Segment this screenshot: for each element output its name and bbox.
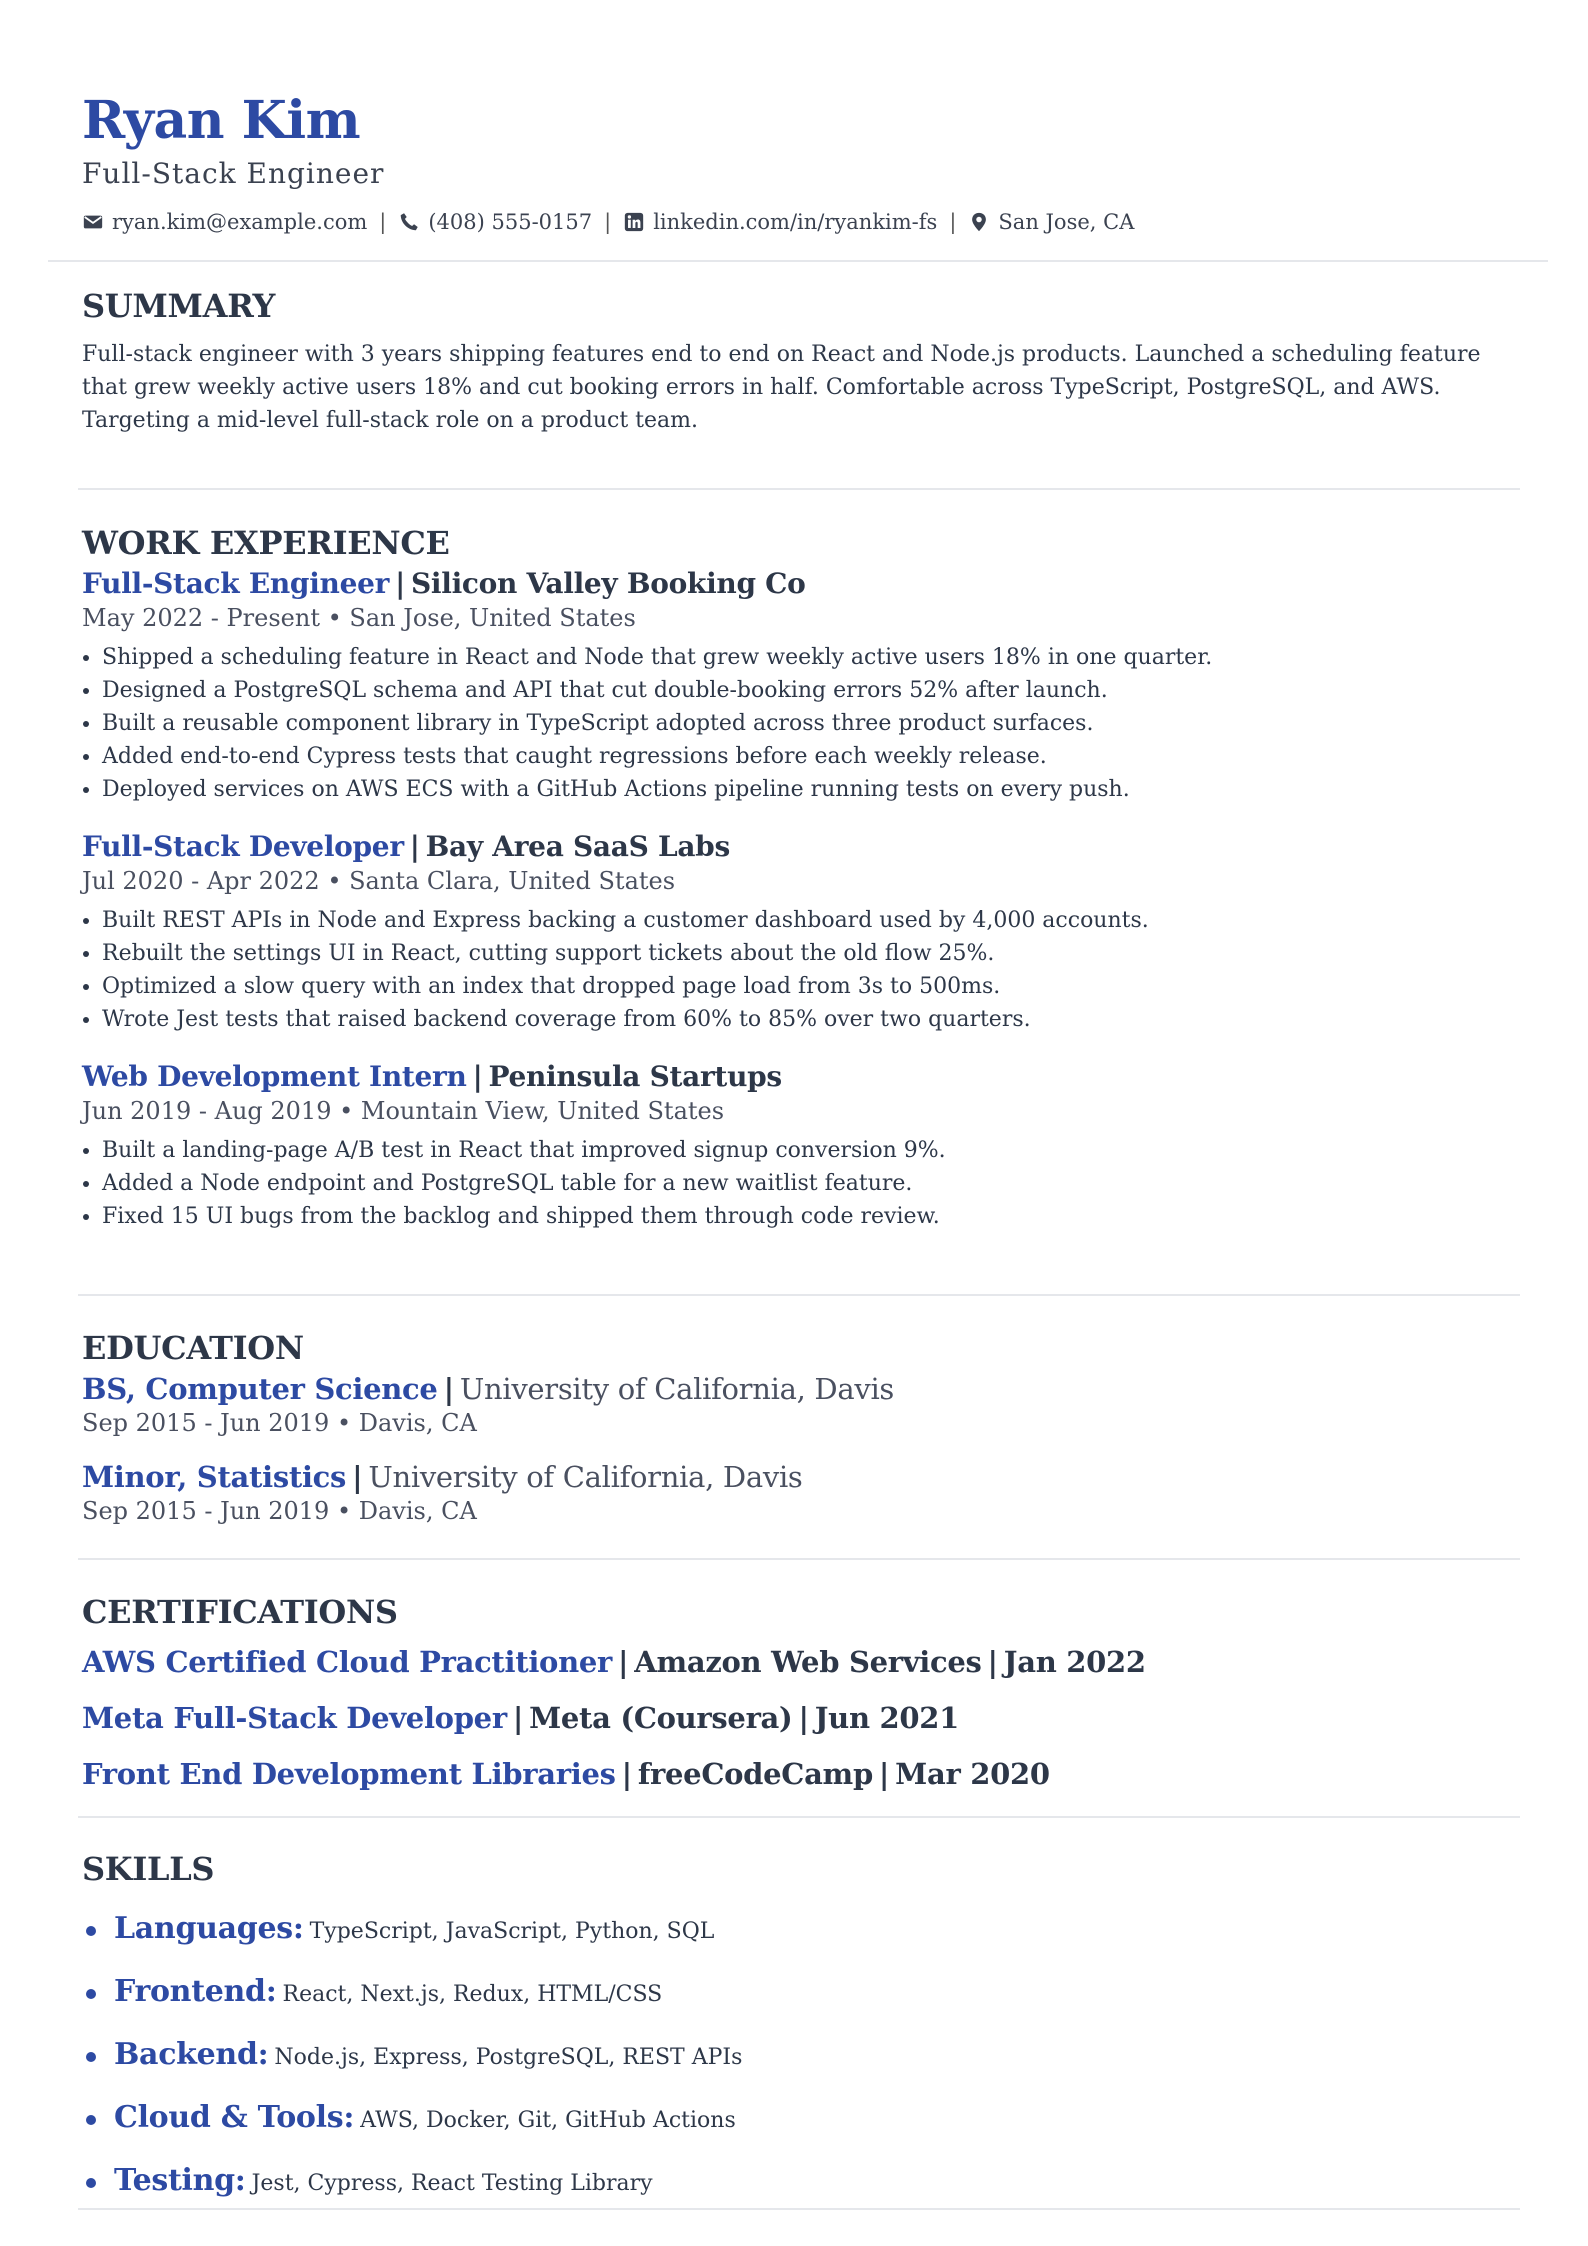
skill-values: AWS, Docker, Git, GitHub Actions — [360, 2108, 736, 2133]
skill-values: Node.js, Express, PostgreSQL, REST APIs — [274, 2045, 743, 2070]
job-heading — [82, 565, 1520, 603]
job-bullets — [82, 641, 1520, 806]
list-item: • Fixed 15 UI bugs from the backlog and shipped them through code review. — [102, 1200, 1520, 1233]
list-item — [114, 2151, 1520, 2214]
list-item: • Added a Node endpoint and PostgreSQL table for a new waitlist feature. — [102, 1167, 1520, 1200]
contact-email[interactable] — [82, 210, 367, 234]
certifications-section — [82, 1590, 1520, 1802]
candidate-role: Full-Stack Engineer — [82, 157, 385, 190]
section-title: SUMMARY — [82, 287, 276, 325]
list-item: • Rebuilt the settings UI in React, cutting support tickets about the old flow 25%. — [102, 937, 1520, 970]
linkedin-text: linkedin.com/in/ryankim-fs — [653, 210, 938, 234]
list-item: • Optimized a slow query with an index that dropped page load from 3s to 500ms. — [102, 970, 1520, 1003]
map-pin-icon — [968, 211, 990, 233]
skills-section — [82, 1847, 1520, 2214]
pipe-separator: | — [621, 1757, 632, 1791]
summary-section — [82, 284, 1520, 437]
summary-text: Full-stack engineer with 3 years shipping features end to end on React and Node.js products. Launched a scheduling feature that grew weekly active users 18% and cut booking errors in half. Comfortable across TypeScript, PostgreSQL, and AWS. Targeting a mid-level full-stack role on a product team. — [82, 342, 1481, 433]
linkedin-icon — [623, 211, 645, 233]
certification-entry — [82, 1634, 1520, 1690]
education-heading — [82, 1458, 1520, 1496]
certification-date: Jan 2022 — [1003, 1645, 1146, 1679]
header-divider — [48, 260, 1548, 262]
list-item — [114, 1899, 1520, 1962]
job-meta: Jul 2020 - Apr 2022 • Santa Clara, United States — [82, 867, 676, 895]
skill-category: Cloud & Tools: — [114, 2100, 355, 2135]
certification-issuer: Meta (Coursera) — [529, 1701, 793, 1735]
skill-category: Languages: — [114, 1911, 304, 1946]
job-heading — [82, 828, 1520, 866]
list-item: • Designed a PostgreSQL schema and API that cut double-booking errors 52% after launch. — [102, 674, 1520, 707]
pipe-separator: | — [798, 1701, 809, 1735]
email-text: ryan.kim@example.com — [112, 210, 368, 234]
contact-linkedin[interactable] — [623, 210, 937, 234]
contact-separator: | — [949, 210, 957, 234]
section-divider — [78, 1294, 1520, 1296]
education-degree: BS, Computer Science — [82, 1372, 438, 1406]
pipe-separator: | — [987, 1645, 998, 1679]
job-company: Bay Area SaaS Labs — [425, 830, 730, 863]
section-divider — [78, 488, 1520, 490]
list-item — [114, 1962, 1520, 2025]
contact-bar — [82, 206, 1134, 238]
certification-name: Front End Development Libraries — [82, 1757, 616, 1791]
skills-list — [82, 1899, 1520, 2214]
certification-date: Jun 2021 — [814, 1701, 960, 1735]
job-company: Silicon Valley Booking Co — [410, 567, 806, 600]
list-item: • Wrote Jest tests that raised backend coverage from 60% to 85% over two quarters. — [102, 1003, 1520, 1036]
certification-name: Meta Full-Stack Developer — [82, 1701, 507, 1735]
list-item: • Added end-to-end Cypress tests that caught regressions before each weekly release. — [102, 740, 1520, 773]
pipe-separator: | — [878, 1757, 890, 1791]
resume-header — [82, 88, 1134, 238]
skill-values: React, Next.js, Redux, HTML/CSS — [282, 1982, 663, 2007]
section-divider — [78, 1816, 1520, 1818]
job-company: Peninsula Startups — [488, 1060, 782, 1093]
job-entry — [82, 828, 1520, 1036]
education-school: University of California, Davis — [459, 1372, 894, 1406]
skill-category: Testing: — [114, 2163, 246, 2198]
skill-category: Frontend: — [114, 1974, 277, 2009]
pipe-separator: | — [352, 1460, 363, 1494]
education-meta: Sep 2015 - Jun 2019 • Davis, CA — [82, 1409, 477, 1437]
section-divider — [78, 2208, 1520, 2210]
job-bullets — [82, 904, 1520, 1036]
location-text: San Jose, CA — [998, 210, 1135, 234]
skill-category: Backend: — [114, 2037, 269, 2072]
contact-phone[interactable] — [398, 210, 592, 234]
contact-location — [968, 210, 1134, 234]
section-title: WORK EXPERIENCE — [82, 524, 450, 562]
pipe-separator: | — [512, 1701, 524, 1735]
education-school: University of California, Davis — [368, 1460, 803, 1494]
job-title: Web Development Intern — [82, 1060, 467, 1093]
section-title: CERTIFICATIONS — [82, 1593, 398, 1631]
certification-entry — [82, 1746, 1520, 1802]
section-title: EDUCATION — [82, 1329, 304, 1367]
education-entry — [82, 1458, 1520, 1526]
section-divider — [78, 1558, 1520, 1560]
pipe-separator: | — [618, 1645, 629, 1679]
section-title: SKILLS — [82, 1850, 215, 1888]
job-bullets — [82, 1134, 1520, 1233]
certification-issuer: freeCodeCamp — [637, 1757, 873, 1791]
education-degree: Minor, Statistics — [82, 1460, 347, 1494]
certification-issuer: Amazon Web Services — [634, 1645, 982, 1679]
job-meta: Jun 2019 - Aug 2019 • Mountain View, United States — [82, 1097, 725, 1125]
job-heading — [82, 1058, 1520, 1096]
job-title: Full-Stack Developer — [82, 830, 404, 863]
list-item: • Deployed services on AWS ECS with a GitHub Actions pipeline running tests on every push. — [102, 773, 1520, 806]
job-entry — [82, 1058, 1520, 1233]
contact-separator: | — [379, 210, 387, 234]
envelope-icon — [82, 211, 104, 233]
skill-values: TypeScript, JavaScript, Python, SQL — [309, 1919, 715, 1944]
education-section — [82, 1326, 1520, 1526]
certification-entry — [82, 1690, 1520, 1746]
certification-date: Mar 2020 — [895, 1757, 1050, 1791]
skill-values: Jest, Cypress, React Testing Library — [251, 2171, 653, 2196]
job-title: Full-Stack Engineer — [82, 567, 390, 600]
pipe-separator: | — [409, 830, 420, 863]
pipe-separator: | — [443, 1372, 454, 1406]
education-meta: Sep 2015 - Jun 2019 • Davis, CA — [82, 1497, 477, 1525]
list-item: • Built a reusable component library in TypeScript adopted across three product surfaces. — [102, 707, 1520, 740]
pipe-separator: | — [472, 1060, 483, 1093]
candidate-name: Ryan Kim — [82, 90, 361, 151]
certification-name: AWS Certified Cloud Practitioner — [82, 1645, 613, 1679]
list-item: • Built REST APIs in Node and Express backing a customer dashboard used by 4,000 accounts. — [102, 904, 1520, 937]
education-heading — [82, 1370, 1520, 1408]
job-entry — [82, 565, 1520, 806]
list-item: • Built a landing-page A/B test in React that improved signup conversion 9%. — [102, 1134, 1520, 1167]
experience-section — [82, 521, 1520, 1233]
pipe-separator: | — [395, 567, 405, 600]
list-item — [114, 2088, 1520, 2151]
phone-text: (408) 555-0157 — [428, 210, 593, 234]
job-meta: May 2022 - Present • San Jose, United States — [82, 604, 636, 632]
list-item — [114, 2025, 1520, 2088]
education-entry — [82, 1370, 1520, 1438]
contact-separator: | — [604, 210, 612, 234]
list-item: • Shipped a scheduling feature in React and Node that grew weekly active users 18% in one quarter. — [102, 641, 1520, 674]
phone-icon — [398, 211, 420, 233]
